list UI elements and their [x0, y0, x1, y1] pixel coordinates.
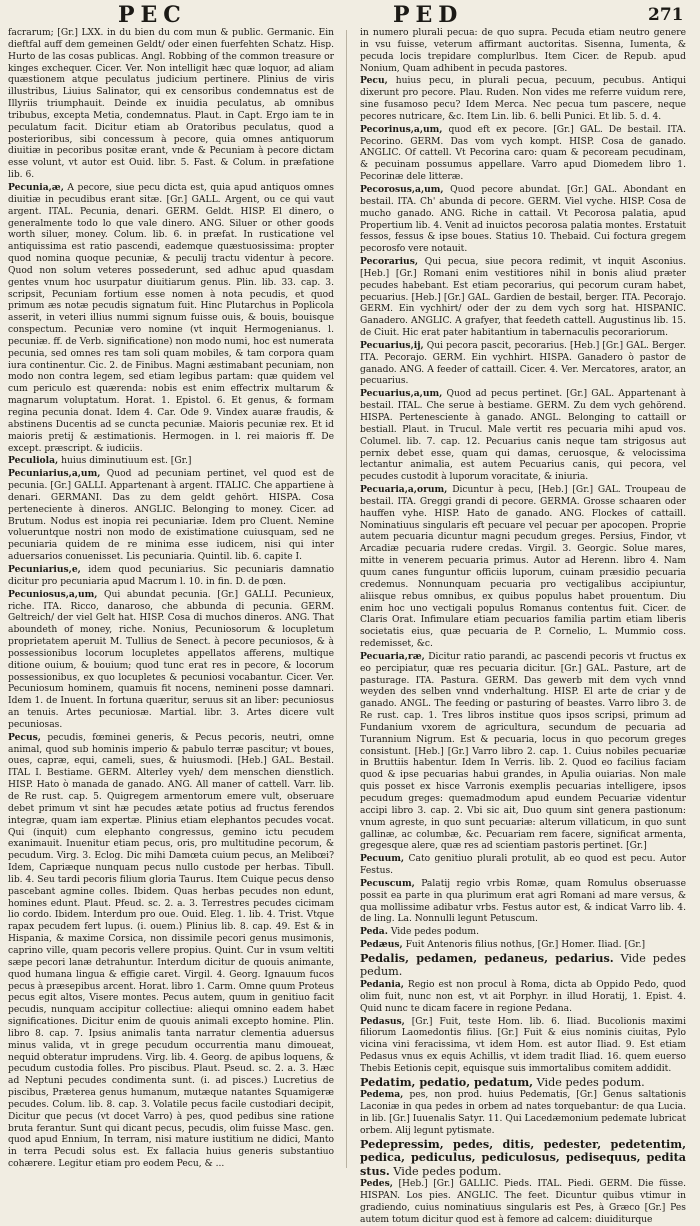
dictionary-entry — [8, 589, 334, 732]
entry-headword: Pedema, — [360, 1089, 404, 1101]
dictionary-entry — [360, 1138, 686, 1179]
dictionary-entry — [360, 1178, 686, 1226]
dictionary-entry — [360, 28, 686, 75]
entry-headword: Pecunia,æ, — [8, 181, 64, 193]
entry-text: Dicitur ratio parandi, ac pascendi pecoris vt fructus ex eo percipiatur, quæ res pecuaria dicitur. [Gr.] GAL. Pasture, art de pasturage. ITA. Pastura. GERM. Das gewerb mit dem vych vnnd weyden des selben vnnd vnderhaltung. HISP. El arte de criar y de ganado. ANGL. The feeding or pasturing of beastes. Varro libro 3. de Re rust. cap. 1. Tres libros institue quos ipsos scripsi, primum ad Fundanium vxorem de agricultura, secundum de pecuaria ad Turannium Nigrum. Est & pecuaria, locus in quo pecorum greges consistunt. [Heb.] [Gr.] Varro libro 2. cap. 1. Cuius nobiles pecuariæ in Bruttiis habentur. Idem In Verris. lib. 2. Quod eo facilius faciam quod & ipse pecuarias habui grandes, in Apulia ouiarias. Non male quis posset ex hisce Varronis exemplis pecuarias intelligere, ipsos pecudum greges: quemadmodum apud eundem Pecuariæ videntur accipi libro 3. cap. 2. Vbi sic ait, Duo quum sint genera pastionum: vnum agreste, in quo sunt pecuariæ: alterum villaticum, in quo sunt gallinæ, ac columbæ, &c. Pecuariam rem facere, significat armenta, gregesque alere, quæ res ad scientiam pastoris pertinet. [Gr.] — [360, 651, 686, 852]
entry-text: Qui pecua, siue pecora redimit, vt inquit Asconius. [Heb.] [Gr.] Romani enim vestitiores nihil in bonis aliud præter pecudes habebant. Est etiam pecorarius, qui pecorum curam habet, pecuarius. [Heb.] [Gr.] GAL. Gardien de bestail, berger. ITA. Pecorajo. GERM. Ein vychhirt/ oder der zu dem vych sorg hat. HISPANIC. Ganadero. ANGLIC. A grafyer, that feedeth cattell. Augustinus lib. 15. de Ciuit. Hic erat pater habitantium in tabernaculis pecorariorum. — [360, 257, 687, 339]
entry-text: Qui pecora pascit, pecorarius. [Heb.] [Gr.] GAL. Berger. ITA. Pecorajo. GERM. Ein vychhirt. HISPA. Ganadero ò pastor de ganado. ANG. A feeder of cattaill. Cicer. 4. Ver. Mercatores, arator, an pecuarius. — [360, 340, 686, 387]
entry-text: idem quod pecuniarius. Sic pecuniaris damnatio dicitur pro pecuniaria apud Macrum l. 10. in fin. D. de pœn. — [8, 564, 334, 587]
dictionary-entry — [360, 878, 686, 926]
entry-headword: Peculiola, — [8, 455, 59, 467]
header-right-guide-word: PED — [393, 2, 464, 28]
running-header — [0, 0, 700, 30]
entry-text: [Heb.] [Gr.] GALLIC. Pieds. ITAL. Piedi. GERM. Die füsse. HISPAN. Los pies. ANGLIC. The feet. Dicuntur quibus vtimur in gradiendo, cuius nominatiuus singularis est Pes, à Græco [Gr.] Pes autem totum dicitur quod est à femore ad calcem: diuiditurque — [360, 1179, 686, 1225]
entry-text: A pecore, siue pecu dicta est, quia apud antiquos omnes diuitiæ in pecudibus erant sitæ. [Gr.] GALL. Argent, ou ce qui vaut argent. ITAL. Pecunia, denari. GERM. Geldt. HISP. El dinero, o generalmente todo lo que vale dinero. ANG. Siluer or other goods worth siluer, money. Colum. lib. 6. in præfat. In rusticatione vel antiquissima est ratio pascendi, eademque quæstuosissima: propter quod nomina quoque pecuniæ, & peculij tractu videntur à pecore. Quod non solum veteres possederunt, sed adhuc apud quasdam gentes vnum hoc usurpatur diuitiarum genus. Plin. lib. 33. cap. 3. scripsit, Pecuniam fortium esse nomen à nota pecudis, et quod primum æs notæ pecudis signatum fuit. Hinc Plutarchus in Poplicola asserit, in veteri illius nummi signum fuisse ouis, & bouis, bouisque conspectum. Pecuniæ vero nomine (vt inquit Hermogenianus. l. pecuniæ. ff. de Verb. significatione) non modo numi, hoc est numerata pecunia, sed omnes res tam soli quam mobiles, & tam corpora quam iura continentur. Cic. 2. de Finibus. Magni æstimabant pecuniam, non modo non contra legem, sed etiam legibus partam: quæ quidem vel cum periculo est quærenda: nobis est enim effectrix multarum & magnarum voluptatum. Horat. 1. Epistol. 6. Et genus, & formam regina pecunia donat. Idem 4. Car. Ode 9. Vindex auaræ fraudis, & abstinens Ducentis ad se cuncta pecuniæ. Maioris pecuniæ rex. Et id maioris pretij & æstimationis. Hermogen. in l. rei maioris ff. De except. præscript. & iudiciis. — [8, 182, 334, 454]
dictionary-entry — [360, 979, 686, 1016]
entry-text: Quod ad pecus pertinet. [Gr.] GAL. Appartenant à bestail. ITAL. Che serue à bestiame. GERM. Zu dem vych gehörend. HISPA. Pertenesciente à ganado. ANGL. Belonging to cattaill or bestiall. Plaut. in Trucul. Male vertit res pecuaria mihi apud vos. Columel. lib. 7. cap. 12. Pecuarius canis neque tam strigosus aut pernix debet esse, quam qui damas, ceruosque, & velocissima lectantur animalia, est autem Pecuarius canis, qui pecora, vel pecudes custodit à luporum voracitate, & iniuria. — [360, 389, 686, 483]
dictionary-entry — [8, 468, 334, 564]
page-number: 271 — [648, 5, 684, 25]
entry-text: Dicuntur à pecu, [Heb.] [Gr.] GAL. Troupeau de bestail. ITA. Greggi grandi di pecore. GERMA. Grosse schaaren oder hauffen vyhe. HISP. Hato de ganado. ANG. Flockes of cattaill. Nominatiuus singularis eft pecuare vel pecuar per apocopen. Proprie autem pecuaria dicuntur magni pecudum greges. Persius, Findor, vt Arcadiæ pecuaria rudere credas. Virgil. 3. Georgic. Solue mares, mitte in venerem pecuaria primus. Autor ad Herenn. libro 4. Nam quum canes funguntur officiis luporum, cuinam præsidio pecuaria credemus. Nonnunquam pecuaria pro vectigalibus accipiuntur, aliisque rebus omnibus, ex quibus populus habet prouentum. Diu enim hoc uno vectigali populus Romanus contentus fuit. Cicer. de Claris Orat. Infimulare etiam pecuarios familia partim etiam liberis societatis eius, quæ pecuaria de P. Cornelio, L. Mummio coss. redemisset, &c. — [360, 485, 686, 650]
entry-text: quod eft ex pecore. [Gr.] GAL. De bestail. ITA. Pecorino. GERM. Das vom vych kompt. HISP. Cosa de ganado. ANGLIC. Of cattell. Vt Pecorina caro: quam & pecoream pecudinam, & pecuinam possumus appellare. Varro apud Diomedem libro 1. Pecorinæ dele litteræ. — [360, 124, 686, 183]
entry-headword: Pecuarius,a,um, — [360, 388, 443, 400]
dictionary-entry — [360, 256, 686, 340]
entry-text: pecudis, fœminei generis, & Pecus pecoris, neutri, omne animal, quod sub hominis imperio & pabulo terræ pascitur; vt boues, oues, capræ, equi, cameli, sues, & huiusmodi. [Heb.] GAL. Bestail. ITAL I. Bestiame. GERM. Alterley vyeh/ dem menschen dienstlich. HISP. Hato ò manada de ganado. ANG. All maner of cattell. Varr. lib. de Re rust. cap. 5. Quigregem armentorum emere vult, obseruare debet primum vt sint hæ pecudes ætate potius ad fructus ferendos integræ, quam iam expertæ. Plinius etiam elephantos pecudes vocat. Qui (inquit) cum elephanto congressus, gemino ictu pecudem exanimauit. Inuenitur etiam pecus, oris, pro multitudine pecorum, & pecudum. Virg. 3. Eclog. Dic mihi Damœta cuium pecus, an Melibœi? Idem, Capriæque nunquam pecus nullo custode per herbas. Tibull. lib. 4. Seu tardi pecoris filium gloria Taurus. Item Cuique pecus denso pascebant agmine colles. Ibidem. Quas herbas pecudes non edunt, homines edunt. Plaut. Pfeud. sc. 2. a. 3. Terrestres pecudes cicimam lio cordo. Ibidem. Interdum pro oue. Ouid. Eleg. 1. lib. 4. Trist. Vtque rapax pecudem fert lupus. (i. ouem.) Plinius lib. 8. cap. 49. Est & in Hispania, & maxime Corsica, non dissimile pecori genus musimonis, caprino ville, quam pecoris vellere propius. Quint. Cur in vsum veltiti sæpe pecori lanæ detrahuntur. Interdum dicitur de quouis animante, quod humana lingua & effigie caret. Virgil. 4. Georg. Ignauum fucos pecus à præsepibus arcent. Horat. libro 1. Carm. Omne quum Proteus pecus egit altos, Visere montes. Pecus autem, quum in genitiuo facit pecudis, nunquam accipitur collectiue: aliequi omnino eadem habet significationes. Dicitur enim de quouis animali excepto homine. Plin. libro 8. cap. 7. Ipsius animalis tanta narratur clementia aduersus minus valida, vt in grege pecudum occurrentia manu dimoueat, nequid obteratur imprudens. Virg. lib. 4. Georg. de apibus loquens, & pecudum custodia folles. Pro piscibus. Plaut. Pseud. sc. 2. a. 3. Hæc ad Neptuni pecudes condimenta sunt. (i. ad pisces.) Lucretius de piscibus, Præterea genus humanum, mutæque natantes Squamigeræ pecudes. Colum. lib. 8. cap. 3. Volatile pecus facile custodiari decipit, Dicitur que pecus (vt docet Varro) à pes, quod pedibus sine ratione bruta ferantur. Sunt qui dicant pecus, pecudis, olim fuisse Masc. gen. quod apud Ennium, In terram, nisi mature iustitium ne didici, Manto in terra Pecudi solus est. Ex fallacia huius generis substantiuo cohærere. Legitur etiam pro eodem Pecu, & ... — [8, 732, 335, 1170]
dictionary-entry — [360, 340, 686, 388]
entry-headword: Pedepressim, pedes, ditis, pedester, pedetentim, pedica, pediculus, pediculosus, pedisequus, pedita stus. — [360, 1136, 686, 1178]
column-divider — [346, 30, 347, 1168]
entry-headword: Pecuarius,ij, — [360, 339, 424, 351]
entry-headword: Pecorosus,a,um, — [360, 183, 444, 195]
entry-text: Vide pedes pedum. — [360, 951, 686, 979]
entry-text: Quod pecore abundat. [Gr.] GAL. Abondant en bestail. ITA. Ch' abunda di pecore. GERM. Viel vyche. HISP. Cosa de mucho ganado. ANG. Riche in cattail. Vt Pecorosa palatia, apud Propertium lib. 4. Venit ad inuictos pecorosa palatia montes. Erstatuit fessos, fessus & ipse boues. Statius 10. Thebaid. Cui foctura gregem pecorosfo vere notauit. — [360, 184, 686, 255]
entry-headword: Pecorinus,a,um, — [360, 123, 443, 135]
entry-headword: Pedæus, — [360, 939, 403, 951]
entry-text: Vide pedes podum. — [536, 1075, 645, 1089]
dictionary-entry — [360, 1076, 686, 1090]
entry-text: huius pecu, in plurali pecua, pecuum, pecubus. Antiqui dixerunt pro pecore. Plau. Ruden. Non vides me referre vuidum rere, sine fusamoso pecu? Idem Merca. Nec pecua tum pascere, neque pecores nutricare, &c. Item Lin. lib. 6. belli Punici. Et lib. 5. d. 4. — [360, 76, 686, 122]
dictionary-entry — [8, 455, 334, 468]
right-column — [360, 28, 687, 1225]
entry-text: Vide pedes podum. — [390, 927, 479, 938]
entry-text: Palatij regio vrbis Romæ, quam Romulus obseruasse possit ea parte in qua plurimum erat agri Romani ad mare versus, & qua mollissime adibatur vrbs. Festus autor est, & indicat Varro lib. 4. de ling. La. Nonnulli legunt Petuscum. — [360, 878, 686, 925]
dictionary-entry — [360, 388, 686, 484]
header-left-guide-word: PEC — [118, 2, 187, 28]
entry-headword: Pedania, — [360, 978, 404, 990]
dictionary-entry — [8, 182, 334, 455]
dictionary-entry — [360, 853, 686, 878]
entry-headword: Pecuaria,a,orum, — [360, 484, 448, 496]
entry-text: in numero plurali pecua: de quo supra. Pecuda etiam neutro genere in vsu fuisse, veterum affirmant auctoritas. Sisenna, Iumenta, & pecuda locis trepidare complurlbus. Item Cicer. de Repub. apud Nonium, Quam adhibent in pecuda pastores. — [360, 28, 686, 74]
entry-headword: Pecuum, — [360, 853, 405, 865]
entry-headword: Peda. — [360, 926, 388, 938]
entry-text: Cato genitiuo plurali protulit, ab eo quod est pecu. Autor Festus. — [360, 854, 686, 877]
entry-headword: Pecu, — [360, 75, 388, 87]
entry-text: Fuit Antenoris filius nothus, [Gr.] Homer. Iliad. [Gr.] — [405, 940, 646, 951]
dictionary-entry — [360, 1089, 686, 1137]
entry-text: Regio est non procul à Roma, dicta ab Oppido Pedo, quod olim fuit, nunc non est, vt ait Porphyr. in illud Horatij, 1. Epist. 4. Quid nunc te dicam facere in regione Pedana. — [360, 979, 686, 1014]
dictionary-entry — [360, 952, 686, 979]
entry-headword: Pecuaria,ræ, — [360, 650, 425, 662]
entry-headword: Pedes, — [360, 1178, 393, 1190]
entry-text: pes, non prod. huius Pedematis, [Gr.] Genus saltationis Laconiæ in qua pedes in orbem ad nates torquebantur: de qua Lucia. in lib. [Gr.] Iuuenalis Satyr. 11. Qui Lacedæmonium pedemate lubricat orbem. Alij legunt pytismate. — [360, 1090, 687, 1136]
entry-headword: Pedasus, — [360, 1015, 405, 1027]
entry-text: huius diminutiuum est. [Gr.] — [61, 456, 192, 467]
entry-text: facrarum; [Gr.] LXX. in du bien du com mun & public. Germanic. Ein dieftfal auff dem gemeinen Geldt/ oder einen fuerfehten Schatz. Hisp. Hurto de las cosas publicas. Angl. Robbing of the common treasure or kinges exchequer. Cicer. Ver. Non intelligit hæc quæ loquor, ad aliam quæstionem atque peculatus judicium pertinere. Plinius de viris illustribus, Liuius Salinator, qui ex censoribus condemnatus est de Illyriis triumphauit. Deinde ex inuidia peculatus, ab omnibus tribubus, excepta Metia, condemnatus. Plaut. in Capt. Ergo iam te in peculatum facit. Dicitur etiam ab Oratoribus peculatus, quod a posterioribus, sibi concessum à pecore, quia omnes antiquorum diuitiæ in pecoribus positæ erant, vnde & Pecuniam à pecore dictam esse volunt, vt autor est Ouid. libr. 5. Fast. & Colum. in præfatione lib. 6. — [8, 28, 334, 181]
dictionary-entry — [360, 651, 686, 853]
dictionary-entry — [360, 1016, 686, 1076]
left-column — [8, 28, 334, 1168]
entry-headword: Pedalis, pedamen, pedaneus, pedarius. — [360, 950, 614, 965]
entry-headword: Pecus, — [8, 731, 41, 743]
entry-headword: Pecuniarius,a,um, — [8, 468, 101, 480]
dictionary-entry — [360, 926, 686, 939]
entry-headword: Pecuniosus,a,um, — [8, 588, 98, 600]
dictionary-entry — [360, 75, 686, 123]
entry-headword: Pecuscum, — [360, 877, 415, 889]
dictionary-entry — [8, 564, 334, 589]
entry-headword: Pecuniarius,e, — [8, 563, 81, 575]
dictionary-entry — [360, 184, 686, 256]
dictionary-entry — [8, 28, 334, 182]
entry-text: [Gr.] Fuit, teste Hom. lib. 6. Iliad. Bucolionis maximi filiorum Laomedontis filius. [Gr.] Fuit & eius nominis ciuitas, Pylo vicina vini feracissima, vt idem Hom. est autor Iliad. 9. Est etiam Pedasus vnus ex equis Achillis, vt idem tradit Iliad. 16. quem euerso Thebis Eetionis cepit, equisque suis immortalibus comitem addidit. — [360, 1016, 686, 1074]
entry-text: Vide pedes podum. — [393, 1164, 502, 1178]
dictionary-entry — [8, 732, 334, 1171]
entry-headword: Pedatim, pedatio, pedatum, — [360, 1074, 534, 1089]
dictionary-entry — [360, 484, 686, 651]
dictionary-entry — [360, 124, 686, 184]
entry-text: Qui abundat pecunia. [Gr.] GALLI. Pecunieux, riche. ITA. Ricco, danaroso, che abbunda di pecunia. GERM. Geltreich/ der viel Gelt hat. HISP. Cosa di muchos dineros. ANG. That aboundeth of money, riche. Nonius, Pecuniosorum & locupletum proprietatem aperuit M. Tullius de Senect. à pecore pecuniosos, & à possessionibus locorum locupletes appellatos afferens, multique ditione ouium, & bouium; quod tunc erat res in pecore, & locorum possessionibus, ex quo locupletes & pecuniosi vocabantur. Cicer. Ver. Pecuniosum hominem, quamuis fit nocens, nemineni posse damnari. Idem 1. de Inuent. In fortuna quæritur, seruus sit an liber: pecuniosus an tenuis. Artes pecuniosæ. Martial. libr. 3. Artes dicere vult pecuniosas. — [8, 589, 334, 730]
entry-text: Quod ad pecuniam pertinet, vel quod est de pecunia. [Gr.] GALLI. Appartenant à argent. ITALIC. Che appartiene à denari. GERMANI. Das zu dem geldt gehört. HISPA. Cosa perteneciente à dineros. ANGLIC. Belonging to money. Cicer. ad Brutum. Nodus est inopia rei pecuniariæ. Idem pro Cluent. Nemine volueruntque nostri non modo de existimatione cuiusquam, sed ne pecuniaria quidem de re minima esse iudicem, nisi qui inter aduersarios conuenisset. Lis pecuniaria. Quintil. lib. 6. capite I. — [8, 469, 334, 563]
entry-headword: Pecorarius, — [360, 256, 419, 268]
